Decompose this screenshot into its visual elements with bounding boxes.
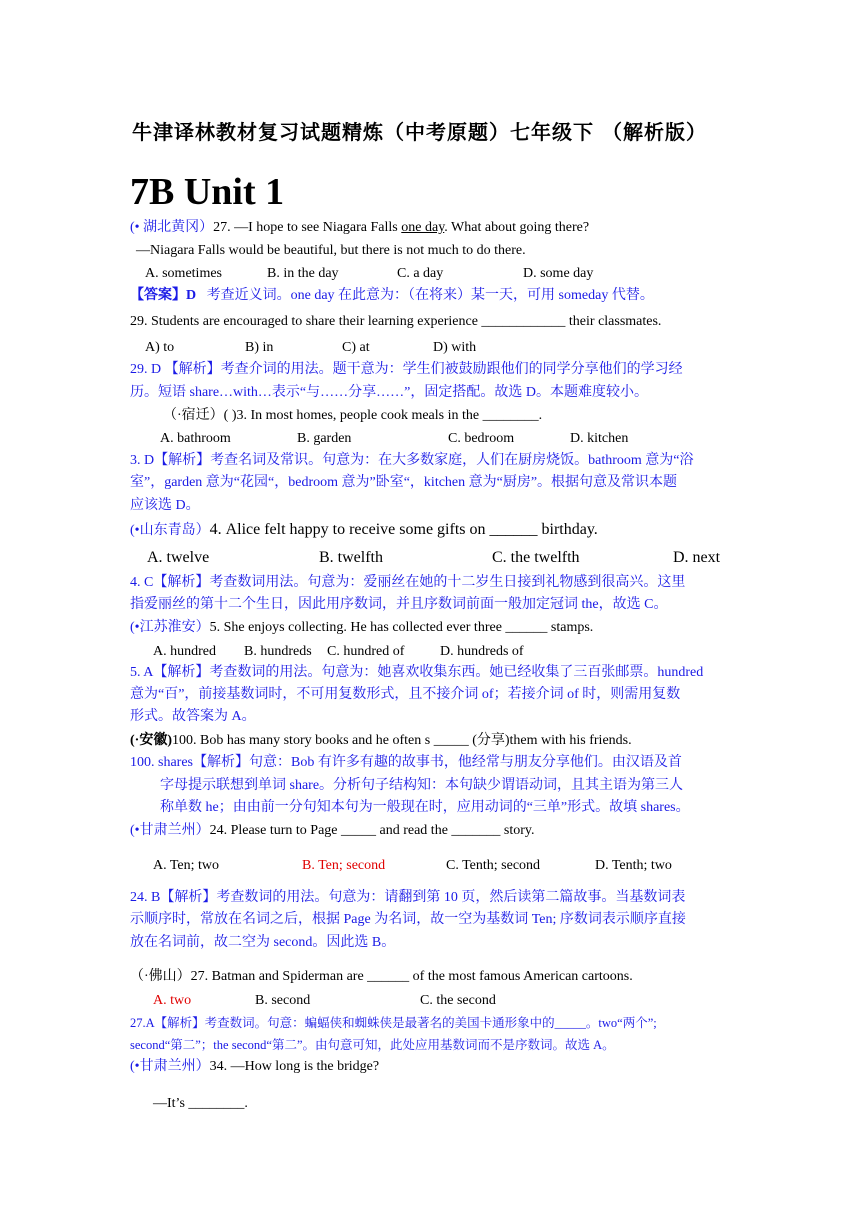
question-27: (• 湖北黄冈）27. —I hope to see Niagara Falls one day. What about going there? (130, 220, 590, 235)
explanation-3: 应该选 D。 (130, 498, 200, 513)
question-34: (•甘肃兰州）34. —How long is the bridge? (130, 1059, 380, 1074)
option-a: A. Ten; two (153, 858, 220, 873)
explanation-24: 24. B【解析】考查数词的用法。句意为：请翻到第 10 页，然后读第二篇故事。当基数词表 (130, 890, 686, 905)
question-100: (·安徽)100. Bob has many story books and he often s _____ (分享)them with his friends. (130, 733, 632, 748)
question-5: (•江苏淮安）5. She enjoys collecting. He has collected ever three ______ stamps. (130, 620, 594, 635)
question-source: (•甘肃兰州） (130, 1059, 210, 1074)
option-b: B. Ten; second (302, 858, 386, 873)
option-c: C. bedroom (448, 431, 515, 446)
explanation-27-foshan: 27.A【解析】考查数词。句意：蝙蝠侠和蜘蛛侠是最著名的美国卡通形象中的_____。two“两个”; (130, 1016, 657, 1030)
explanation-24: 示顺序时，常放在名词之后，根据 Page 为名词，故一空为基数词 Ten; 序数词表示顺序直接 (130, 912, 686, 927)
question-source: (•江苏淮安） (130, 620, 210, 635)
option-a: A) to (145, 340, 175, 355)
question-34-reply: —It’s ________. (153, 1096, 248, 1111)
option-c: C. the twelfth (492, 549, 580, 566)
question-27-foshan: （·佛山）27. Batman and Spiderman are ______ of the most famous American cartoons. (130, 969, 633, 984)
option-c: C. a day (397, 266, 444, 281)
option-b: B) in (245, 340, 274, 355)
option-d: D. Tenth; two (595, 858, 672, 873)
question-24: (•甘肃兰州）24. Please turn to Page _____ and read the _______ story. (130, 823, 535, 838)
page-title: 牛津译林教材复习试题精炼（中考原题）七年级下 （解析版） (132, 120, 707, 144)
question-29: 29. Students are encouraged to share their learning experience ____________ their classmates. (130, 314, 662, 329)
option-b: B. second (255, 993, 311, 1008)
option-c: C. the second (420, 993, 496, 1008)
explanation-29: 29. D 【解析】考查介词的用法。题干意为：学生们被鼓励跟他们的同学分享他们的学习经 (130, 362, 683, 377)
explanation-24: 放在名词前，故二空为 second。因此选 B。 (130, 935, 396, 950)
question-3: （·宿迁）( )3. In most homes, people cook meals in the ________. (163, 408, 543, 423)
option-c: C. hundred of (327, 644, 405, 659)
option-d: D. kitchen (570, 431, 629, 446)
option-d: D. hundreds of (440, 644, 524, 659)
option-b: B. twelfth (319, 549, 383, 566)
option-d: D. some day (523, 266, 594, 281)
question-source: (·安徽) (130, 733, 172, 748)
question-27-reply: —Niagara Falls would be beautiful, but there is not much to do there. (136, 243, 526, 258)
explanation-5: 意为“百”，前接基数词时，不可用复数形式，且不接介词 of；若接介词 of 时，则需用复数 (130, 687, 681, 702)
option-a: A. sometimes (145, 266, 222, 281)
explanation-4: 4. C【解析】考查数词用法。句意为：爱丽丝在她的十二岁生日接到礼物感到很高兴。这里 (130, 575, 686, 590)
explanation-5: 5. A【解析】考查数词的用法。句意为：她喜欢收集东西。她已经收集了三百张邮票。hundred (130, 665, 704, 680)
option-a: A. twelve (147, 549, 210, 566)
option-b: B. in the day (267, 266, 339, 281)
underlined-phrase: one day (401, 220, 445, 235)
explanation-3: 3. D【解析】考查名词及常识。句意为：在大多数家庭，人们在厨房烧饭。bathroom 意为“浴 (130, 453, 694, 468)
option-c: C) at (342, 340, 370, 355)
explanation-27-foshan: second“第二”；the second“第二”。由句意可知，此处应用基数词而不是序数词。故选 A。 (130, 1038, 615, 1052)
answer-27: 【答案】D 考查近义词。one day 在此意为：（在将来）某一天，可用 someday 代替。 (130, 288, 654, 303)
question-source: (•甘肃兰州） (130, 823, 210, 838)
option-b: B. garden (297, 431, 352, 446)
explanation-4: 指爱丽丝的第十二个生日，因此用序数词，并且序数词前面一般加定冠词 the，故选 C。 (130, 597, 668, 612)
explanation-3: 室”，garden 意为“花园“，bedroom 意为”卧室“，kitchen 意为“厨房”。根据句意及常识本题 (130, 475, 678, 490)
option-a: A. bathroom (160, 431, 231, 446)
unit-heading: 7B Unit 1 (130, 171, 285, 213)
explanation-100: 称单数 he；由由前一分句知本句为一般现在时，应用动词的“三单”形式。故填 shares。 (160, 800, 690, 815)
option-a: A. two (153, 993, 192, 1008)
option-d: D) with (433, 340, 477, 355)
question-source: (• 湖北黄冈） (130, 220, 214, 235)
explanation-5: 形式。故答案为 A。 (130, 709, 256, 724)
explanation-100: 字母提示联想到单词 share。分析句子结构知：本句缺少谓语动词，且其主语为第三人 (160, 778, 684, 793)
option-a: A. hundred (153, 644, 216, 659)
explanation-29: 历。短语 share…with…表示“与……分享……”，固定搭配。故选 D。本题难度较小。 (130, 385, 648, 400)
question-source: (•山东青岛） (130, 523, 210, 538)
explanation-100: 100. shares【解析】句意：Bob 有许多有趣的故事书，他经常与朋友分享他们。由汉语及首 (130, 755, 682, 770)
option-d: D. next (673, 549, 721, 566)
option-b: B. hundreds (244, 644, 312, 659)
option-c: C. Tenth; second (446, 858, 541, 873)
question-4: (•山东青岛）4. Alice felt happy to receive some gifts on ______ birthday. (130, 521, 598, 538)
